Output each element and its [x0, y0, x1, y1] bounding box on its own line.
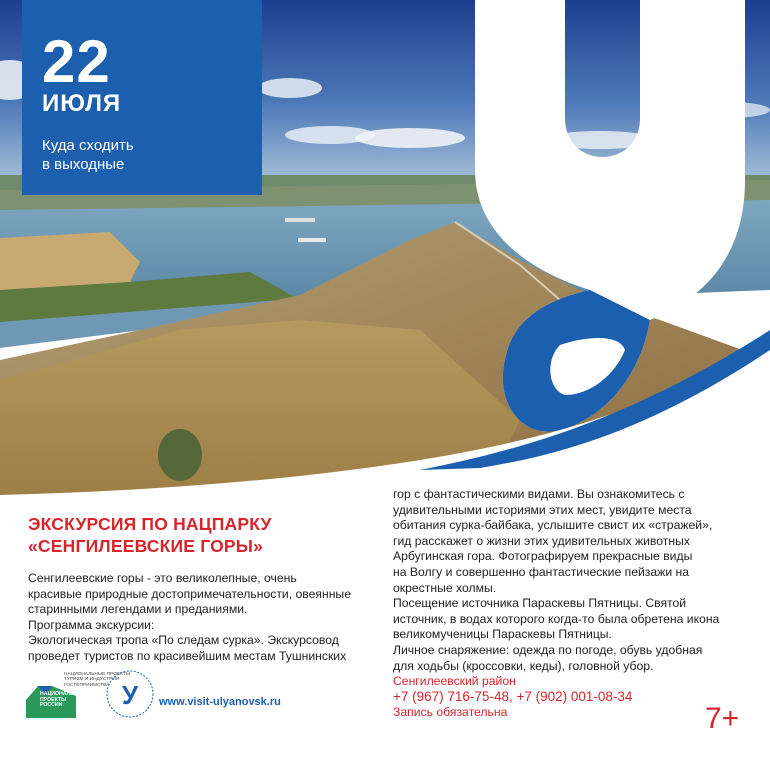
caption-line: ТУРИЗМ И ИНДУСТРИЯ: [64, 677, 120, 683]
np-text-line: НАЦИОНАЛЬНЫЕ: [40, 691, 87, 697]
description-line: гид расскажет о жизни этих удивительных животных: [393, 533, 690, 548]
description-line: Арбугинская гора. Фотографируем прекрасные виды: [393, 549, 693, 564]
caption-line: НАЦИОНАЛЬНЫЕ ПРОЕКТЫ: [64, 672, 131, 677]
district-label: Сенгилеевский район: [393, 674, 516, 688]
description-line: на Волгу и совершенно фантастические пейзажи на: [393, 564, 690, 579]
description-line: окрестные холмы.: [393, 580, 497, 595]
center-logo-letter: У: [121, 680, 139, 710]
description-right: [393, 487, 753, 674]
tourism-center-logo-icon: [104, 664, 156, 724]
date-subtitle: [42, 136, 262, 174]
title-line: «СЕНГИЛЕЕВСКИЕ ГОРЫ»: [28, 536, 264, 556]
booking-note: Запись обязательна: [393, 705, 508, 719]
description-line: великомученицы Параскевы Пятницы.: [393, 627, 612, 642]
date-badge: [22, 0, 262, 195]
description-line: старинными легендами и преданиями.: [28, 602, 248, 617]
description-line: Сенгилеевские горы - это великолепные, очень: [28, 571, 297, 585]
description-line: Посещение источника Параскевы Пятницы. Святой: [393, 596, 687, 611]
description-line: Программа экскурсии:: [28, 617, 155, 632]
excursion-title: [28, 513, 378, 557]
website-link[interactable]: www.visit-ulyanovsk.ru: [159, 696, 281, 708]
date-subtitle-line: в выходные: [42, 156, 125, 173]
contact-info: [393, 674, 632, 720]
description-line: гор с фантастическими видами. Вы ознакомитесь с: [393, 487, 685, 501]
description-line: проведет туристов по красивейшим местам Тушнинских: [28, 648, 347, 663]
description-line: источник, в водах которого когда-то была обретена икона: [393, 611, 720, 626]
description-line: удивительными историями этих мест, увидите места: [393, 502, 692, 517]
description-line: для ходьбы (кроссовки, кеды), головной убор.: [393, 658, 654, 673]
np-text-line: ПРОЕКТЫ: [40, 696, 67, 703]
age-rating: 7+: [705, 702, 740, 735]
np-text-line: РОССИИ: [40, 702, 63, 709]
phone-numbers[interactable]: +7 (967) 716-75-48, +7 (902) 001-08-34: [393, 689, 633, 704]
description-line: обитания сурка-байбака, услышите свист их «стражей»,: [393, 518, 713, 533]
date-month: ИЮЛЯ: [42, 90, 122, 117]
date-day: 22: [42, 28, 111, 95]
description-line: Экологическая тропа «По следам сурка». Экскурсовод: [28, 633, 339, 648]
date-subtitle-line: Куда сходить: [42, 137, 134, 154]
national-projects-logo-icon: [26, 670, 131, 720]
title-line: ЭКСКУРСИЯ ПО НАЦПАРКУ: [28, 514, 272, 534]
national-projects-text: [40, 692, 86, 709]
description-line: красивые природные достопримечательности, овеянные: [28, 586, 351, 601]
caption-line: ГОСТЕПРИИМСТВА: [64, 682, 110, 688]
description-line: Личное снаряжение: одежда по погоде, обувь удобная: [393, 642, 703, 657]
description-left: [28, 571, 380, 665]
